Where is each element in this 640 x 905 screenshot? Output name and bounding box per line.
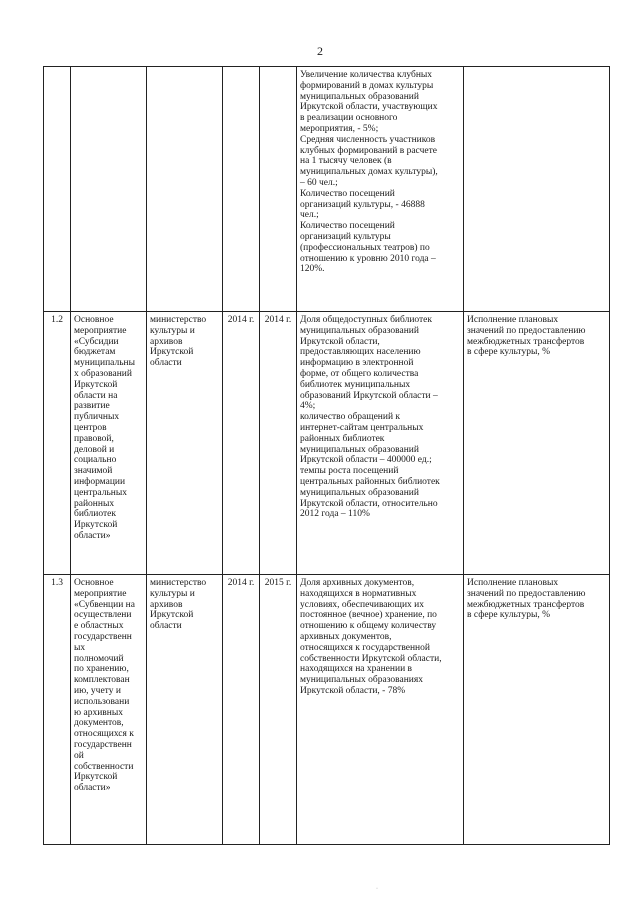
- cell-line: муниципальных образований: [300, 91, 419, 102]
- cell-line: центральных районных библиотек: [300, 476, 440, 487]
- cell-line: Иркутской области, - 78%: [300, 685, 406, 696]
- cell-line: архивов: [150, 336, 183, 347]
- cell-line: форме, от общего количества: [300, 368, 419, 379]
- table-row: [44, 575, 610, 845]
- cell-line: ю архивных: [74, 707, 123, 718]
- cell-line: значений по предоставлению: [467, 588, 586, 599]
- cell-line: информации: [74, 476, 126, 487]
- cell-line: архивов: [150, 599, 183, 610]
- cell-line: министерство: [150, 315, 207, 325]
- cell-line: «Субвенции на: [74, 599, 135, 610]
- cell-line: Иркутской: [74, 772, 118, 783]
- cell-line: находящихся на хранении в: [300, 664, 413, 675]
- end-year: 2015 г.: [260, 575, 297, 845]
- cell-line: бюджетам: [74, 347, 116, 358]
- activity-title: [71, 67, 147, 312]
- cell-line: 2012 года – 110%: [300, 509, 370, 520]
- cell-line: ых: [74, 642, 86, 653]
- cell-line: ию, учету и: [74, 685, 121, 696]
- cell-line: межбюджетных трансфертов: [467, 599, 585, 610]
- cell-line: центральных: [74, 487, 127, 498]
- cell-line: находящихся в нормативных: [300, 588, 417, 599]
- cell-line: мероприятие: [74, 325, 127, 336]
- cell-line: муниципальны: [74, 358, 136, 369]
- cell-line: относящихся к: [74, 729, 134, 740]
- scan-dot: ·: [376, 886, 378, 892]
- cell-line: Основное: [74, 578, 114, 588]
- cell-line: собственности: [74, 761, 134, 772]
- cell-line: информацию в электронной: [300, 358, 414, 369]
- cell-line: Иркутской области – 400000 ед.;: [300, 455, 432, 466]
- cell-line: образований Иркутской области –: [300, 390, 438, 401]
- cell-line: муниципальных образований: [300, 487, 419, 498]
- cell-line: в сфере культуры, %: [467, 347, 551, 358]
- row-number: 1.3: [44, 575, 71, 845]
- cell-line: министерство: [150, 578, 207, 588]
- activity-title: [71, 575, 147, 845]
- cell-line: Иркутской: [74, 520, 118, 531]
- cell-line: по хранению,: [74, 664, 129, 675]
- cell-line: библиотек муниципальных: [300, 379, 411, 390]
- cell-line: Средняя численность участников: [300, 134, 436, 145]
- cell-line: Иркутской области,: [300, 336, 380, 347]
- cell-line: документов,: [74, 718, 124, 729]
- cell-line: количество обращений к: [300, 412, 401, 423]
- end-year: 2014 г.: [260, 312, 297, 575]
- cell-line: на 1 тысячу человек (в: [300, 156, 392, 167]
- cell-line: условиях, обеспечивающих их: [300, 599, 424, 610]
- cell-line: х образований: [74, 368, 132, 379]
- cell-line: районных библиотек: [300, 433, 385, 444]
- cell-line: мероприятие: [74, 588, 127, 599]
- cell-line: ой: [74, 750, 84, 761]
- cell-line: Доля общедоступных библиотек: [300, 315, 433, 325]
- performance-indicator: [464, 575, 610, 845]
- cell-line: клубных формирований в расчете: [300, 145, 437, 156]
- performance-indicator: [464, 312, 610, 575]
- start-year: [223, 67, 260, 312]
- cell-line: чел.;: [300, 210, 319, 221]
- cell-line: правовой,: [74, 433, 114, 444]
- cell-line: значений по предоставлению: [467, 325, 586, 336]
- cell-line: области»: [74, 530, 111, 541]
- cell-line: полномочий: [74, 653, 124, 664]
- cell-line: библиотек: [74, 509, 116, 520]
- cell-line: Иркутской области, участвующих: [300, 102, 438, 113]
- cell-line: формирований в домах культуры: [300, 80, 434, 91]
- cell-line: постоянное (вечное) хранение, по: [300, 610, 437, 621]
- cell-line: культуры и: [150, 325, 195, 336]
- cell-line: центров: [74, 422, 107, 433]
- cell-line: собственности Иркутской области,: [300, 653, 442, 664]
- cell-line: Доля архивных документов,: [300, 578, 415, 588]
- cell-line: «Субсидии: [74, 336, 119, 347]
- cell-line: Иркутской: [150, 347, 194, 358]
- cell-line: развитие: [74, 401, 110, 412]
- cell-line: 120%.: [300, 264, 325, 275]
- target-indicators: [297, 575, 464, 845]
- cell-line: Основное: [74, 315, 114, 325]
- cell-line: значимой: [74, 466, 113, 477]
- cell-line: комплектован: [74, 675, 130, 686]
- cell-line: муниципальных образованиях: [300, 675, 424, 686]
- executor: [147, 575, 223, 845]
- row-number: 1.2: [44, 312, 71, 575]
- cell-line: районных: [74, 498, 115, 509]
- row-number: [44, 67, 71, 312]
- cell-line: темпы роста посещений: [300, 466, 399, 477]
- start-year: 2014 г.: [223, 575, 260, 845]
- cell-line: организаций культуры: [300, 231, 391, 242]
- cell-line: е областных: [74, 621, 124, 632]
- cell-line: в сфере культуры, %: [467, 610, 551, 621]
- cell-line: мероприятия, - 5%;: [300, 123, 379, 134]
- table-row: [44, 312, 610, 575]
- cell-line: деловой и: [74, 444, 115, 455]
- cell-line: области: [150, 358, 182, 369]
- target-indicators: [297, 67, 464, 312]
- cell-line: муниципальных образований: [300, 444, 419, 455]
- cell-line: Количество посещений: [300, 221, 395, 232]
- cell-line: Иркутской: [150, 610, 194, 621]
- end-year: [260, 67, 297, 312]
- cell-line: использовани: [74, 696, 130, 707]
- executor: [147, 312, 223, 575]
- cell-line: – 60 чел.;: [300, 177, 338, 188]
- cell-line: относящихся к государственной: [300, 642, 430, 653]
- cell-line: области»: [74, 783, 111, 794]
- cell-line: (профессиональных театров) по: [300, 242, 430, 253]
- target-indicators: [297, 312, 464, 575]
- cell-line: Увеличение количества клубных: [300, 70, 433, 80]
- cell-line: отношению к уровню 2010 года –: [300, 253, 436, 264]
- cell-line: муниципальных домах культуры),: [300, 167, 438, 178]
- cell-line: государственн: [74, 631, 132, 642]
- executor: [147, 67, 223, 312]
- table-row: [44, 67, 610, 312]
- cell-line: Иркутской области, относительно: [300, 498, 438, 509]
- cell-line: интернет-сайтам центральных: [300, 422, 424, 433]
- cell-line: области на: [74, 390, 118, 401]
- page-number: 2: [317, 44, 323, 58]
- cell-line: Количество посещений: [300, 188, 395, 199]
- cell-line: отношению к общему количеству: [300, 621, 437, 632]
- cell-line: Иркутской: [74, 379, 118, 390]
- cell-line: архивных документов,: [300, 631, 392, 642]
- cell-line: области: [150, 621, 182, 632]
- cell-line: осуществлени: [74, 610, 132, 621]
- cell-line: предоставляющих населению: [300, 347, 421, 358]
- cell-line: в реализации основного: [300, 113, 398, 124]
- cell-line: Исполнение плановых: [467, 578, 559, 588]
- program-table: [43, 66, 610, 845]
- cell-line: межбюджетных трансфертов: [467, 336, 585, 347]
- activity-title: [71, 312, 147, 575]
- start-year: 2014 г.: [223, 312, 260, 575]
- performance-indicator: [464, 67, 610, 312]
- cell-line: Исполнение плановых: [467, 315, 559, 325]
- cell-line: организаций культуры, - 46888: [300, 199, 425, 210]
- cell-line: государственн: [74, 739, 132, 750]
- cell-line: 4%;: [300, 401, 316, 412]
- cell-line: публичных: [74, 412, 120, 423]
- cell-line: социально: [74, 455, 117, 466]
- cell-line: муниципальных образований: [300, 325, 419, 336]
- cell-line: культуры и: [150, 588, 195, 599]
